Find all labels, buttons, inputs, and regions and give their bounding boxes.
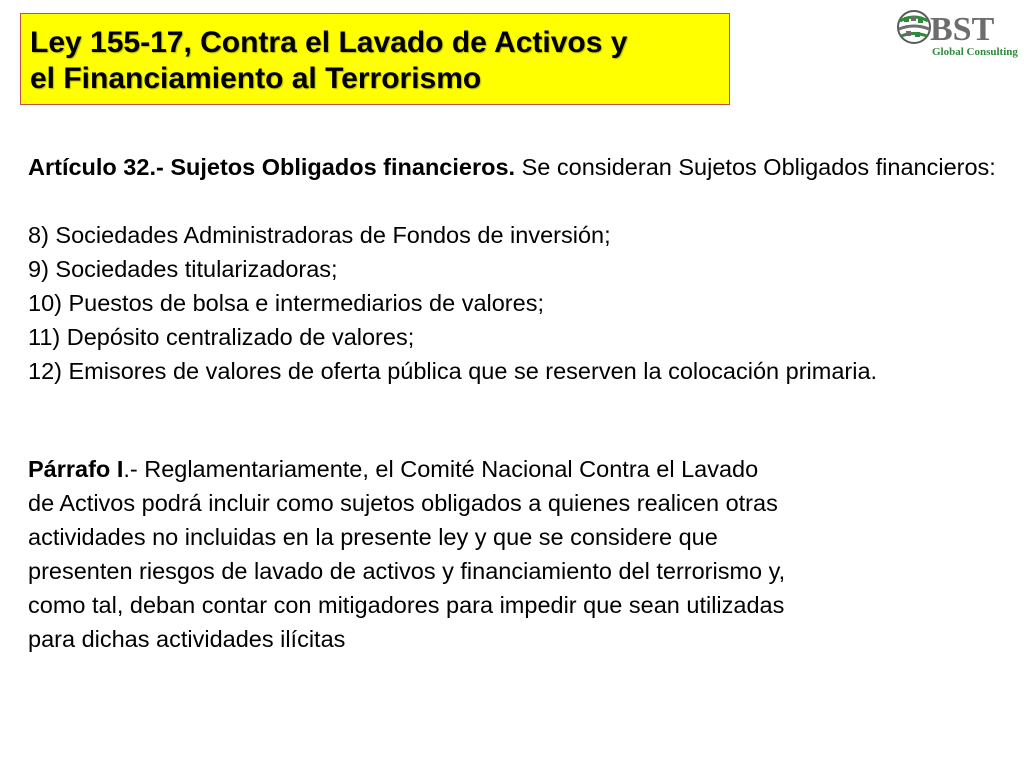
globe-icon [898,11,930,43]
list-item: 8) Sociedades Administradoras de Fondos de inversión; [28,222,611,248]
logo-letters: BST [930,11,995,48]
paragraph-line-text: .- Reglamentariamente, el Comité Nacional Contra el Lavado [123,456,759,482]
paragraph-line: como tal, deban contar con mitigadores para impedir que sean utilizadas [28,592,785,618]
list-item: 10) Puestos de bolsa e intermediarios de valores; [28,290,544,316]
paragraph-line: de Activos podrá incluir como sujetos obligados a quienes realicen otras [28,490,778,516]
paragraph-line: actividades no incluidas en la presente ley y que se considere que [28,524,718,550]
paragraph-line: para dichas actividades ilícitas [28,626,346,652]
list-item: 11) Depósito centralizado de valores; [28,324,415,350]
list-item: 9) Sociedades titularizadoras; [28,256,338,282]
article-intro-text: Se consideran Sujetos Obligados financieros: [521,154,996,180]
logo-tagline: Global Consulting [932,46,1018,58]
main-content [28,150,1012,656]
title-banner [20,13,730,105]
article-heading: Artículo 32.- Sujetos Obligados financieros. [28,154,516,180]
title-line-1: Ley 155-17, Contra el Lavado de Activos y [30,26,628,59]
title-line-2: el Financiamiento al Terrorismo [30,62,482,95]
paragraph-line [28,452,1012,486]
bst-logo [896,7,1020,59]
paragraph-block [28,452,1012,656]
paragraph-line: presenten riesgos de lavado de activos y financiamiento del terrorismo y, [28,558,786,584]
paragraph-heading: Párrafo I [28,456,124,482]
article-intro [28,150,1012,184]
list-item: 12) Emisores de valores de oferta pública que se reserven la colocación primaria. [28,358,878,384]
